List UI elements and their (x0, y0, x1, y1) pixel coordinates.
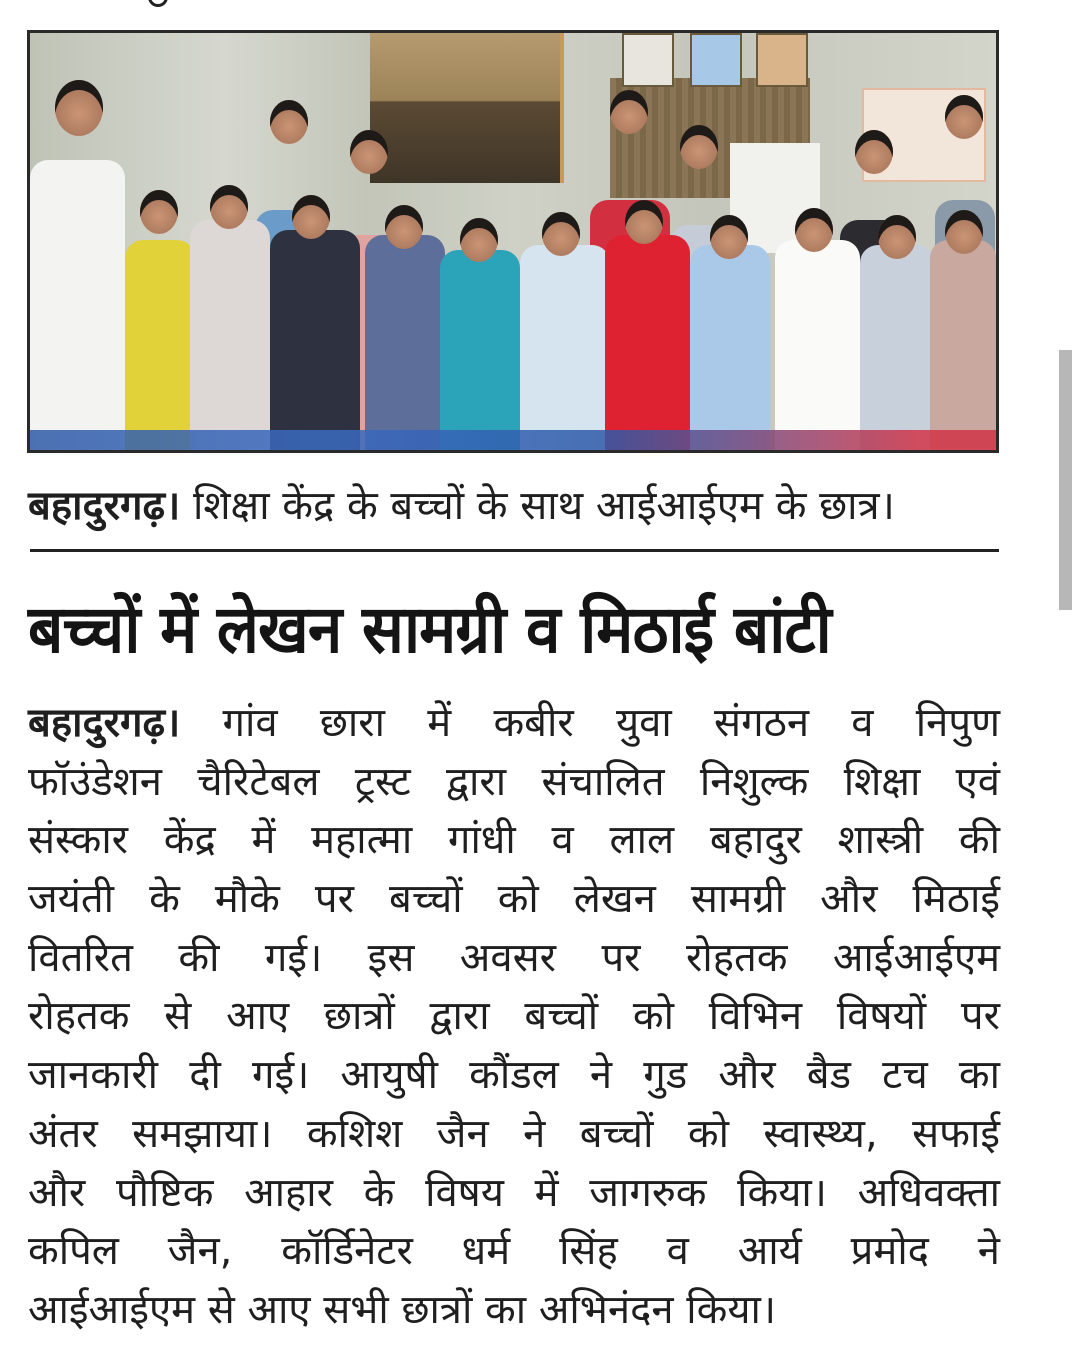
body-line-10: कपिल जैन, कॉर्डिनेटर धर्म सिंह व आर्य प्रमोद ने (28, 1228, 1000, 1275)
person (30, 160, 125, 450)
body-line-2: फॉउंडेशन चैरिटेबल ट्रस्ट द्वारा संचालित निशुल्क शिक्षा एवं (28, 758, 1000, 805)
previous-article-glyph-fragment (148, 0, 168, 7)
person (605, 235, 690, 450)
person (190, 220, 270, 450)
person-head (710, 215, 748, 259)
photo-portrait-3 (756, 33, 808, 87)
body-line-3: संस्कार केंद्र में महात्मा गांधी व लाल बहादुर शास्त्री की (28, 817, 1000, 864)
person-head (795, 208, 833, 252)
person-head (680, 125, 718, 169)
person-head (878, 215, 916, 259)
photo-caption (28, 478, 998, 534)
photo-portrait-1 (622, 33, 674, 87)
article-body (28, 694, 1000, 1340)
caption-dateline: बहादुरगढ़। (28, 483, 181, 529)
person-head (460, 218, 498, 262)
person (860, 245, 935, 450)
person-head (625, 200, 663, 244)
body-line-5: वितरित की गई। इस अवसर पर रोहतक आईआईएम (28, 934, 1000, 981)
photo-chairs (30, 430, 996, 450)
caption-divider (30, 549, 999, 552)
news-photo (27, 30, 999, 453)
person-head (140, 190, 178, 234)
person (690, 245, 770, 450)
person-head (855, 130, 893, 174)
photo-portrait-2 (690, 33, 742, 87)
person-head (542, 212, 580, 256)
person-head (210, 185, 248, 229)
person (520, 245, 610, 450)
person (125, 240, 195, 450)
article-headline: बच्चों में लेखन सामग्री व मिठाई बांटी (28, 591, 831, 668)
body-line-text: गांव छारा में कबीर युवा संगठन व निपुण (180, 700, 1000, 746)
person-head (610, 90, 648, 134)
person-head (945, 210, 983, 254)
person (775, 240, 860, 450)
vertical-scrollbar[interactable] (1059, 350, 1072, 610)
body-line-6: रोहतक से आए छात्रों द्वारा बच्चों को विभिन विषयों पर (28, 993, 1000, 1040)
person (440, 250, 520, 450)
person-head (270, 100, 308, 144)
person-head (55, 80, 103, 136)
body-line-8: अंतर समझाया। कशिश जैन ने बच्चों को स्वास्थ्य, सफाई (28, 1110, 1000, 1157)
body-line-11: आईआईएम से आए सभी छात्रों का अभिनंदन किया। (28, 1286, 777, 1333)
person-head (350, 130, 388, 174)
body-line-7: जानकारी दी गई। आयुषी कौंडल ने गुड और बैड टच का (28, 1052, 1000, 1099)
person-head (945, 95, 983, 139)
body-line-4: जयंती के मौके पर बच्चों को लेखन सामग्री और मिठाई (28, 876, 1000, 923)
person (365, 235, 445, 450)
person-head (292, 195, 330, 239)
person (930, 240, 996, 450)
body-dateline: बहादुरगढ़। (28, 700, 181, 746)
body-line-1 (28, 694, 1000, 753)
person-head (385, 205, 423, 249)
body-line-9: और पौष्टिक आहार के विषय में जागरुक किया। अधिवक्ता (28, 1169, 1000, 1216)
caption-text: शिक्षा केंद्र के बच्चों के साथ आईआईएम के छात्र। (192, 483, 895, 529)
photo-crowd (30, 100, 996, 450)
person (270, 230, 360, 450)
